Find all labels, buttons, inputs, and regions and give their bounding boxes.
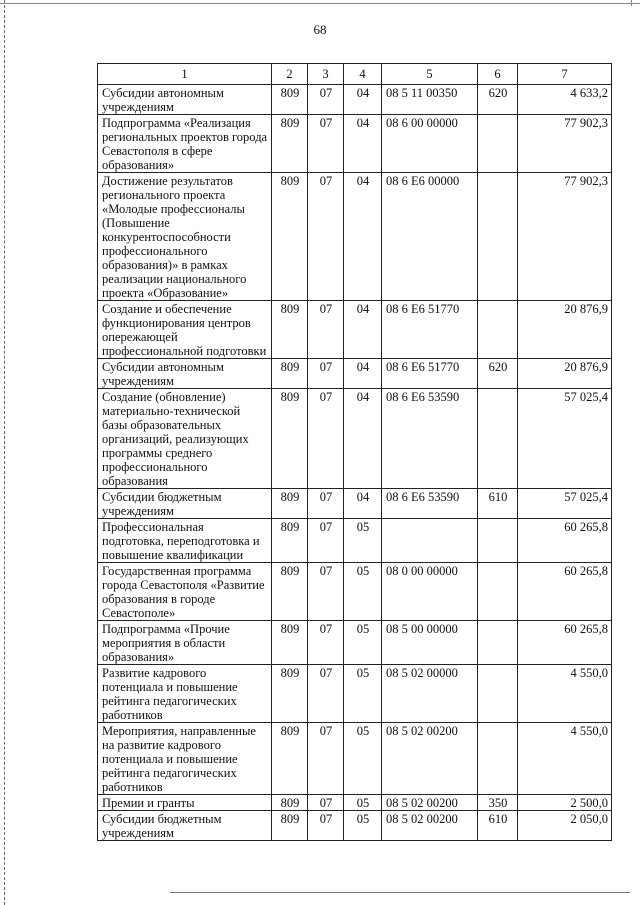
cell-target-article: 08 6 Е6 53590 <box>382 489 478 519</box>
table-body <box>98 85 612 841</box>
cell-subsection: 04 <box>344 173 382 301</box>
cell-target-article: 08 6 Е6 00000 <box>382 173 478 301</box>
table-row <box>98 489 612 519</box>
cell-name: Премии и гранты <box>98 795 272 811</box>
cell-amount: 20 876,9 <box>518 359 612 389</box>
cell-target-article: 08 6 00 00000 <box>382 115 478 173</box>
cell-subsection: 05 <box>344 665 382 723</box>
cell-amount: 20 876,9 <box>518 301 612 359</box>
cell-target-article: 08 0 00 00000 <box>382 563 478 621</box>
cell-name: Подпрограмма «Прочие мероприятия в области образования» <box>98 621 272 665</box>
cell-section: 07 <box>308 723 344 795</box>
cell-target-article: 08 6 Е6 53590 <box>382 389 478 489</box>
table-row <box>98 115 612 173</box>
cell-expense-type: 610 <box>478 811 518 841</box>
table-header <box>98 64 612 85</box>
cell-ministry: 809 <box>272 811 308 841</box>
cell-amount: 4 550,0 <box>518 723 612 795</box>
cell-amount: 4 633,2 <box>518 85 612 115</box>
scan-edge-top <box>0 3 640 4</box>
cell-section: 07 <box>308 811 344 841</box>
cell-section: 07 <box>308 301 344 359</box>
budget-table <box>97 63 612 841</box>
cell-ministry: 809 <box>272 115 308 173</box>
cell-name: Развитие кадрового потенциала и повышение рейтинга педагогических работников <box>98 665 272 723</box>
cell-ministry: 809 <box>272 795 308 811</box>
cell-section: 07 <box>308 621 344 665</box>
header-cell: 7 <box>518 64 612 85</box>
cell-subsection: 04 <box>344 301 382 359</box>
cell-expense-type: 610 <box>478 489 518 519</box>
cell-subsection: 04 <box>344 359 382 389</box>
cell-expense-type: 620 <box>478 85 518 115</box>
cell-section: 07 <box>308 489 344 519</box>
cell-ministry: 809 <box>272 173 308 301</box>
table-row <box>98 795 612 811</box>
cell-subsection: 04 <box>344 389 382 489</box>
cell-subsection: 05 <box>344 563 382 621</box>
cell-expense-type <box>478 723 518 795</box>
cell-section: 07 <box>308 665 344 723</box>
cell-target-article: 08 5 02 00000 <box>382 665 478 723</box>
cell-subsection: 05 <box>344 795 382 811</box>
header-cell: 1 <box>98 64 272 85</box>
cell-amount: 2 050,0 <box>518 811 612 841</box>
cell-section: 07 <box>308 563 344 621</box>
table-row <box>98 173 612 301</box>
table-row <box>98 723 612 795</box>
cell-name: Создание и обеспечение функционирования центров опережающей профессиональной подготовки <box>98 301 272 359</box>
cell-target-article: 08 5 02 00200 <box>382 723 478 795</box>
cell-ministry: 809 <box>272 359 308 389</box>
cell-expense-type <box>478 173 518 301</box>
cell-section: 07 <box>308 389 344 489</box>
cell-target-article: 08 5 11 00350 <box>382 85 478 115</box>
cell-expense-type: 620 <box>478 359 518 389</box>
cell-amount: 2 500,0 <box>518 795 612 811</box>
cell-expense-type <box>478 389 518 489</box>
cell-subsection: 05 <box>344 621 382 665</box>
table-row <box>98 811 612 841</box>
cell-subsection: 05 <box>344 723 382 795</box>
cell-ministry: 809 <box>272 723 308 795</box>
header-cell: 4 <box>344 64 382 85</box>
cell-name: Профессиональная подготовка, переподготовка и повышение квалификации <box>98 519 272 563</box>
cell-subsection: 04 <box>344 85 382 115</box>
cell-section: 07 <box>308 173 344 301</box>
cell-amount: 77 902,3 <box>518 115 612 173</box>
cell-subsection: 05 <box>344 811 382 841</box>
cell-name: Подпрограмма «Реализация региональных проектов города Севастополя в сфере образования» <box>98 115 272 173</box>
cell-section: 07 <box>308 795 344 811</box>
cell-name: Достижение результатов регионального проекта «Молодые профессионалы (Повышение конкурентоспособности профессионального образования)» в рамках реализации национального проекта «Образование» <box>98 173 272 301</box>
header-cell: 2 <box>272 64 308 85</box>
cell-amount: 4 550,0 <box>518 665 612 723</box>
cell-ministry: 809 <box>272 519 308 563</box>
cell-expense-type: 350 <box>478 795 518 811</box>
cell-section: 07 <box>308 359 344 389</box>
cell-ministry: 809 <box>272 489 308 519</box>
page-number: 68 <box>313 22 327 37</box>
cell-target-article: 08 5 02 00200 <box>382 811 478 841</box>
cell-target-article: 08 6 Е6 51770 <box>382 359 478 389</box>
cell-ministry: 809 <box>272 621 308 665</box>
table-row <box>98 621 612 665</box>
scan-edge-bottom <box>170 892 630 893</box>
header-cell: 5 <box>382 64 478 85</box>
cell-target-article: 08 5 00 00000 <box>382 621 478 665</box>
cell-expense-type <box>478 519 518 563</box>
cell-target-article <box>382 519 478 563</box>
cell-name: Государственная программа города Севастополя «Развитие образования в городе Севастополе» <box>98 563 272 621</box>
cell-ministry: 809 <box>272 665 308 723</box>
header-cell: 6 <box>478 64 518 85</box>
cell-amount: 77 902,3 <box>518 173 612 301</box>
cell-name: Создание (обновление) материально-технической базы образовательных организаций, реализующих программы среднего профессионального образования <box>98 389 272 489</box>
cell-subsection: 05 <box>344 519 382 563</box>
scan-edge-left <box>4 0 5 905</box>
cell-ministry: 809 <box>272 563 308 621</box>
cell-name: Мероприятия, направленные на развитие кадрового потенциала и повышение рейтинга педагогических работников <box>98 723 272 795</box>
cell-ministry: 809 <box>272 301 308 359</box>
cell-name: Субсидии бюджетным учреждениям <box>98 489 272 519</box>
cell-amount: 60 265,8 <box>518 563 612 621</box>
table-row <box>98 359 612 389</box>
cell-ministry: 809 <box>272 85 308 115</box>
cell-expense-type <box>478 621 518 665</box>
cell-subsection: 04 <box>344 489 382 519</box>
cell-amount: 60 265,8 <box>518 621 612 665</box>
header-row <box>98 64 612 85</box>
cell-name: Субсидии автономным учреждениям <box>98 85 272 115</box>
cell-expense-type <box>478 665 518 723</box>
scan-edge-right <box>631 0 632 6</box>
header-cell: 3 <box>308 64 344 85</box>
table-row <box>98 665 612 723</box>
cell-amount: 60 265,8 <box>518 519 612 563</box>
cell-expense-type <box>478 115 518 173</box>
cell-expense-type <box>478 563 518 621</box>
table-row <box>98 301 612 359</box>
table-row <box>98 389 612 489</box>
cell-amount: 57 025,4 <box>518 389 612 489</box>
cell-amount: 57 025,4 <box>518 489 612 519</box>
cell-name: Субсидии бюджетным учреждениям <box>98 811 272 841</box>
cell-subsection: 04 <box>344 115 382 173</box>
cell-target-article: 08 6 Е6 51770 <box>382 301 478 359</box>
cell-section: 07 <box>308 115 344 173</box>
table-row <box>98 563 612 621</box>
cell-expense-type <box>478 301 518 359</box>
cell-section: 07 <box>308 519 344 563</box>
cell-name: Субсидии автономным учреждениям <box>98 359 272 389</box>
cell-target-article: 08 5 02 00200 <box>382 795 478 811</box>
cell-section: 07 <box>308 85 344 115</box>
table-row <box>98 519 612 563</box>
cell-ministry: 809 <box>272 389 308 489</box>
table-row <box>98 85 612 115</box>
